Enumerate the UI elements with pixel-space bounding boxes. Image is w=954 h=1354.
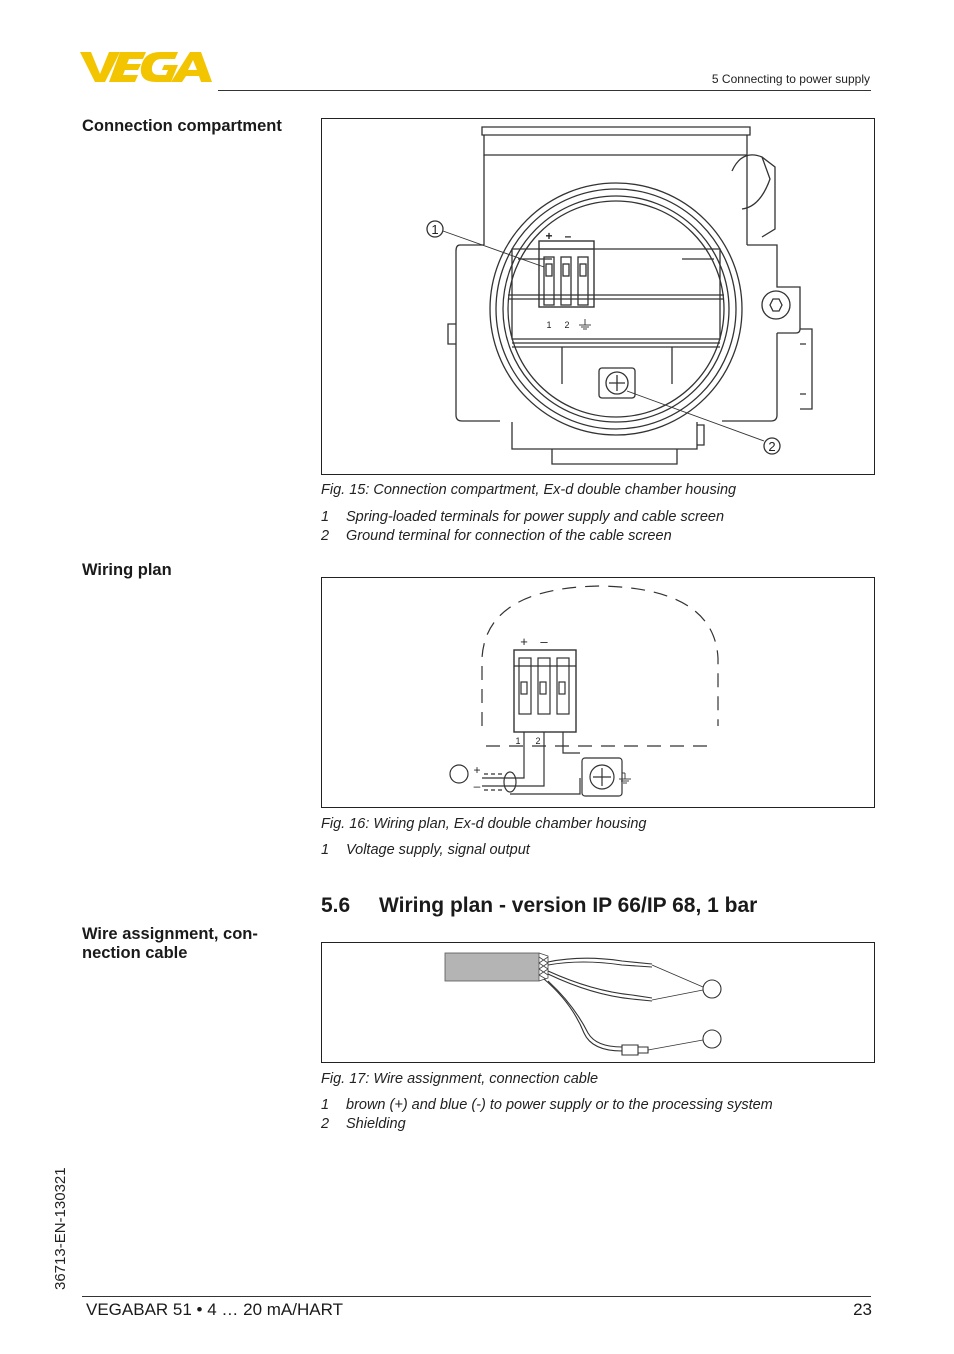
legend-item: 1 Voltage supply, signal output xyxy=(321,842,530,858)
header-rule xyxy=(218,90,871,91)
terminal-plus-label: + xyxy=(545,229,553,243)
figure-connection-compartment xyxy=(321,118,875,475)
terminal-1-label: 1 xyxy=(546,320,552,330)
fig16-legend xyxy=(321,841,530,860)
fig16-caption: Fig. 16: Wiring plan, Ex-d double chamber housing xyxy=(321,816,647,832)
terminal-minus-label: – xyxy=(564,229,572,243)
fig15-caption: Fig. 15: Connection compartment, Ex-d double chamber housing xyxy=(321,482,737,498)
section-title-text: Wiring plan - version IP 66/IP 68, 1 bar xyxy=(379,894,758,917)
legend-item: 1 brown (+) and blue (-) to power supply or to the processing system xyxy=(321,1097,773,1113)
page-number: 23 xyxy=(853,1300,872,1319)
supply-minus-label: – xyxy=(473,779,481,793)
legend-item: 2 Ground terminal for connection of the cable screen xyxy=(321,528,672,544)
terminal-plus-label: + xyxy=(520,634,528,649)
heading-connection-compartment: Connection compartment xyxy=(82,117,282,135)
heading-wire-assignment-line1: Wire assignment, con- xyxy=(82,925,258,943)
document-id: 36713-EN-130321 xyxy=(52,1167,69,1290)
running-header: 5 Connecting to power supply xyxy=(711,72,870,86)
legend-item: 2 Shielding xyxy=(321,1116,406,1132)
wiring-plan-drawing xyxy=(322,578,874,807)
vega-logo-graphic xyxy=(80,50,212,84)
terminal-minus-label: – xyxy=(540,634,548,649)
connection-compartment-drawing xyxy=(322,119,874,474)
heading-wire-assignment xyxy=(82,925,258,963)
vega-logo xyxy=(80,50,212,84)
figure-wire-assignment xyxy=(321,942,875,1063)
ground-symbol-icon xyxy=(579,319,591,329)
terminal-1-label: 1 xyxy=(515,736,521,746)
terminal-2-label: 2 xyxy=(535,736,541,746)
fig17-legend xyxy=(321,1096,773,1134)
wire-assignment-drawing xyxy=(322,943,874,1062)
footer-rule xyxy=(82,1296,871,1297)
heading-wire-assignment-line2: nection cable xyxy=(82,944,188,962)
footer-product: VEGABAR 51 • 4 … 20 mA/HART xyxy=(86,1300,343,1319)
terminal-2-label: 2 xyxy=(564,320,570,330)
section-heading xyxy=(321,894,757,918)
fig15-legend xyxy=(321,508,724,546)
figure-wiring-plan xyxy=(321,577,875,808)
legend-item: 1 Spring-loaded terminals for power supply and cable screen xyxy=(321,509,725,525)
callout-1-label: 1 xyxy=(431,222,439,237)
supply-plus-label: + xyxy=(473,763,481,777)
fig17-caption: Fig. 17: Wire assignment, connection cable xyxy=(321,1071,599,1087)
callout-2-label: 2 xyxy=(768,439,776,454)
heading-wiring-plan: Wiring plan xyxy=(82,561,172,579)
section-number: 5.6 xyxy=(321,894,351,917)
ground-symbol-icon xyxy=(619,773,631,783)
